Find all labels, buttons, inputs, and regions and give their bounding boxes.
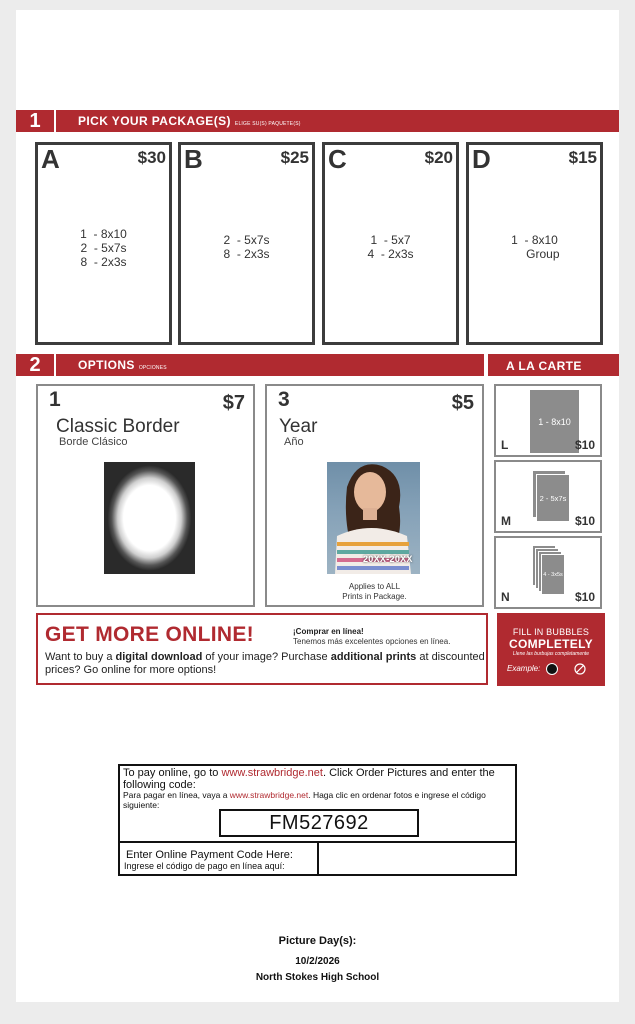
package-price: $15 [568, 148, 597, 167]
alacarte-price: $10 [574, 590, 595, 604]
print-8x10-graphic [529, 389, 580, 454]
option-name: Classic Border [56, 416, 180, 437]
prohibited-icon [574, 663, 586, 675]
section-2-title-text: OPTIONS [78, 358, 135, 372]
order-form-sheet [16, 10, 619, 1002]
alacarte-price: $10 [574, 438, 595, 452]
payment-es-text-a: Para pagar en línea, vaya a [123, 790, 230, 800]
option-name-es: Borde Clásico [59, 436, 128, 448]
alacarte-title: A LA CARTE [506, 359, 582, 373]
get-more-online-es-subtitle: Tenemos más excelentes opciones en línea. [293, 637, 451, 646]
package-d[interactable] [466, 142, 603, 345]
package-contents: 1 - 5x7 4 - 2x3s [367, 233, 414, 261]
package-letter: D [472, 144, 491, 174]
payment-url-link-es[interactable]: www.strawbridge.net [229, 790, 309, 800]
option-name: Year [279, 416, 318, 437]
enter-code-label-en: Enter Online Payment Code Here: [126, 849, 293, 861]
picture-day-date: 10/2/2026 [295, 956, 340, 967]
alacarte-item-l[interactable] [494, 384, 602, 457]
payment-instructions-es [123, 791, 513, 810]
section-2-header [16, 354, 484, 376]
alacarte-item-m[interactable] [494, 460, 602, 533]
section-2-subtitle: OPCIONES [138, 365, 167, 371]
option-number: 1 [49, 388, 61, 411]
year-sample-photo [327, 462, 420, 574]
get-more-online-body [45, 651, 485, 676]
package-price: $20 [424, 148, 453, 167]
print-3x5-4 [541, 554, 565, 595]
filled-bubble-icon [546, 663, 558, 675]
body-bold-digital: digital download [115, 651, 203, 663]
get-more-online-headline: GET MORE ONLINE! [45, 623, 254, 646]
section-1-number: 1 [16, 110, 56, 132]
classic-border-sample-image [104, 462, 195, 574]
enter-code-label-es: Ingrese el código de pago en línea aquí: [124, 861, 285, 871]
package-letter: B [184, 144, 203, 174]
get-more-online-banner [36, 613, 488, 685]
section-2-number: 2 [16, 354, 56, 376]
online-payment-box [118, 764, 517, 876]
alacarte-item-label: 1 - 8x10 [538, 417, 571, 427]
section-2-title [78, 358, 167, 372]
option-year[interactable] [265, 384, 484, 607]
package-b[interactable] [178, 142, 315, 345]
payment-en-text-a: To pay online, go to [123, 767, 222, 779]
option-number: 3 [278, 388, 290, 411]
section-1-header [16, 110, 619, 132]
body-text-3: at discounted prices? Go online for more options! [45, 651, 485, 676]
alacarte-item-label: 4 - 3x5s [543, 572, 563, 578]
package-price: $25 [280, 148, 309, 167]
alacarte-letter: L [501, 438, 509, 452]
alacarte-price: $10 [574, 514, 595, 528]
section-1-subtitle: ELIGE SU(S) PAQUETE(S) [234, 121, 301, 127]
picture-day-label: Picture Day(s): [278, 935, 357, 947]
package-contents: 2 - 5x7s 8 - 2x3s [223, 233, 270, 261]
body-bold-prints: additional prints [330, 651, 417, 663]
payment-code-entry-field[interactable] [319, 843, 515, 874]
option-price: $7 [222, 392, 245, 414]
alacarte-item-label: 2 - 5x7s [539, 494, 567, 503]
body-text-1: Want to buy a [45, 651, 116, 663]
year-note: Applies to ALL Prints in Package. [342, 582, 407, 601]
fill-bubbles-line2: COMPLETELY [509, 637, 593, 651]
package-letter: C [328, 144, 347, 174]
payment-instructions-en [123, 767, 513, 791]
get-more-online-es-title: ¡Comprar en línea! [293, 627, 364, 636]
fill-bubbles-line1: FILL IN BUBBLES [512, 627, 590, 637]
option-classic-border[interactable] [36, 384, 255, 607]
payment-es-text-b: . Haga clic en ordenar fotos e ingrese el código siguiente: [123, 790, 486, 810]
package-contents: 1 - 8x10 Group [511, 233, 560, 261]
package-contents: 1 - 8x10 2 - 5x7s 8 - 2x3s [80, 227, 127, 269]
fill-bubbles-line3: Llene las burbujas completamente [512, 651, 590, 657]
alacarte-letter: M [501, 514, 511, 528]
payment-en-text-b: . Click Order Pictures and enter the following code: [123, 767, 495, 791]
year-overlay-text: 20XX-20XX [363, 554, 413, 564]
payment-code: FM527692 [219, 809, 419, 837]
alacarte-letter: N [501, 590, 510, 604]
package-a[interactable] [35, 142, 172, 345]
fill-bubbles-instruction [497, 613, 605, 686]
package-letter: A [41, 144, 60, 174]
package-c[interactable] [322, 142, 459, 345]
package-price: $30 [137, 148, 166, 167]
alacarte-header [488, 354, 619, 376]
payment-url-link[interactable]: www.strawbridge.net [221, 767, 323, 779]
print-5x7-front [536, 474, 570, 522]
section-1-title-text: PICK YOUR PACKAGE(S) [78, 114, 231, 128]
fill-bubbles-example: Example: [507, 664, 541, 673]
option-name-es: Año [284, 436, 304, 448]
alacarte-item-n[interactable] [494, 536, 602, 609]
section-1-title [78, 114, 301, 128]
option-price: $5 [451, 392, 474, 414]
school-name: North Stokes High School [255, 972, 380, 983]
body-text-2: of your image? Purchase [202, 651, 331, 663]
